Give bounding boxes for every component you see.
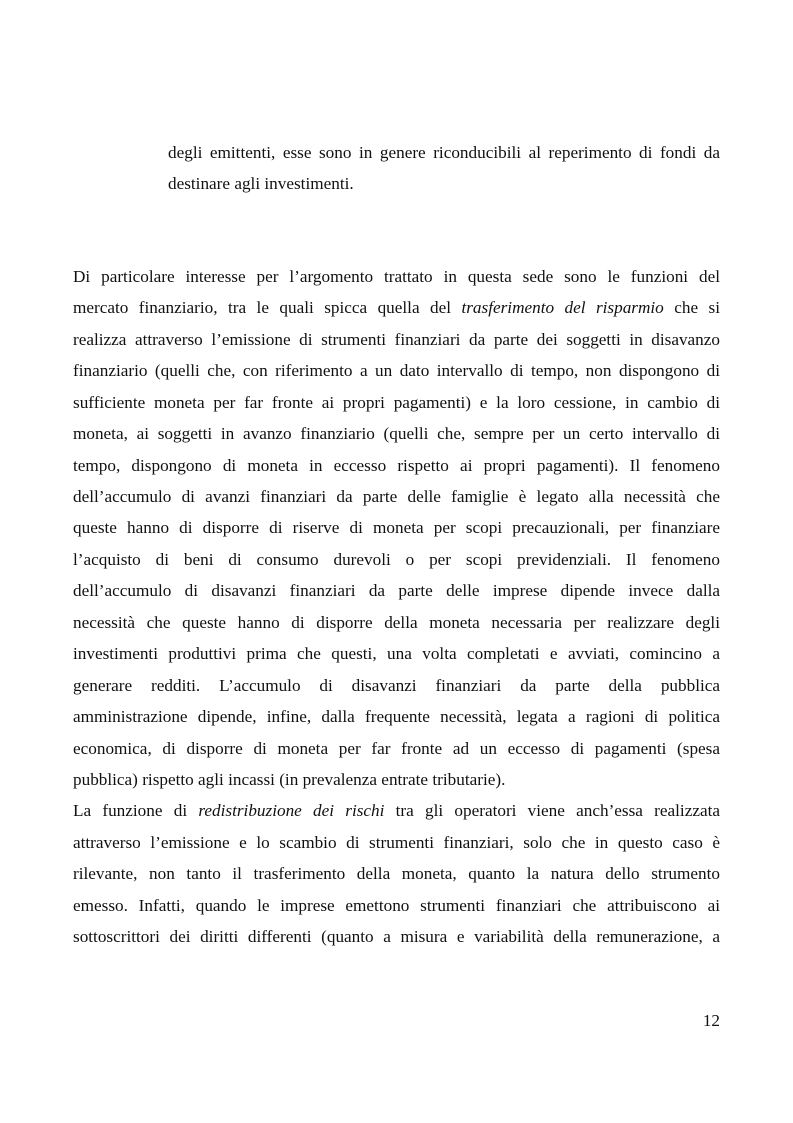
text-line: sottoscrittori dei diritti differenti (quanto a misura e variabilità della remunerazione, a [73,927,720,946]
text-line: dell’accumulo di avanzi finanziari da parte delle famiglie è legato alla necessità che [73,487,720,506]
text-line: queste hanno di disporre di riserve di moneta per scopi precauzionali, per finanziare [73,518,720,537]
text-line: investimenti produttivi prima che questi, una volta completati e avviati, comincino a [73,644,720,663]
text-line: l’acquisto di beni di consumo durevoli o per scopi previdenziali. Il fenomeno [73,550,720,569]
text-line: La funzione di redistribuzione dei rischi tra gli operatori viene anch’essa realizzata [73,801,720,820]
emphasis-term: redistribuzione dei rischi [198,801,385,820]
text-line: pubblica) rispetto agli incassi (in prevalenza entrate tributarie). [73,770,506,789]
text-line: generare redditi. L’accumulo di disavanzi finanziari da parte della pubblica [73,676,720,695]
text-line: rilevante, non tanto il trasferimento della moneta, quanto la natura dello strumento [73,864,720,883]
text-line: mercato finanziario, tra le quali spicca quella del trasferimento del risparmio che si [73,298,720,317]
page-number: 12 [702,1011,720,1030]
text-line: dell’accumulo di disavanzi finanziari da parte delle imprese dipende invece dalla [73,581,720,600]
text-line: economica, di disporre di moneta per far fronte ad un eccesso di pagamenti (spesa [73,739,720,758]
text-line: degli emittenti, esse sono in genere riconducibili al reperimento di fondi da [168,143,720,162]
text-line: finanziario (quelli che, con riferimento a un dato intervallo di tempo, non dispongono di [73,361,720,380]
text-line: destinare agli investimenti. [168,174,354,193]
text-line: amministrazione dipende, infine, dalla frequente necessità, legata a ragioni di politica [73,707,720,726]
text-line: sufficiente moneta per far fronte ai propri pagamenti) e la loro cessione, in cambio di [73,393,720,412]
text-line: Di particolare interesse per l’argomento trattato in questa sede sono le funzioni del [73,267,720,286]
text-line: necessità che queste hanno di disporre della moneta necessaria per realizzare degli [73,613,720,632]
text-line: realizza attraverso l’emissione di strumenti finanziari da parte dei soggetti in disavanzo [73,330,720,349]
text-line: attraverso l’emissione e lo scambio di strumenti finanziari, solo che in questo caso è [73,833,720,852]
text-line: moneta, ai soggetti in avanzo finanziario (quelli che, sempre per un certo intervallo di [73,424,720,443]
text-line: emesso. Infatti, quando le imprese emettono strumenti finanziari che attribuiscono ai [73,896,720,915]
emphasis-term: trasferimento del risparmio [461,298,664,317]
text-line: tempo, dispongono di moneta in eccesso rispetto ai propri pagamenti). Il fenomeno [73,456,720,475]
